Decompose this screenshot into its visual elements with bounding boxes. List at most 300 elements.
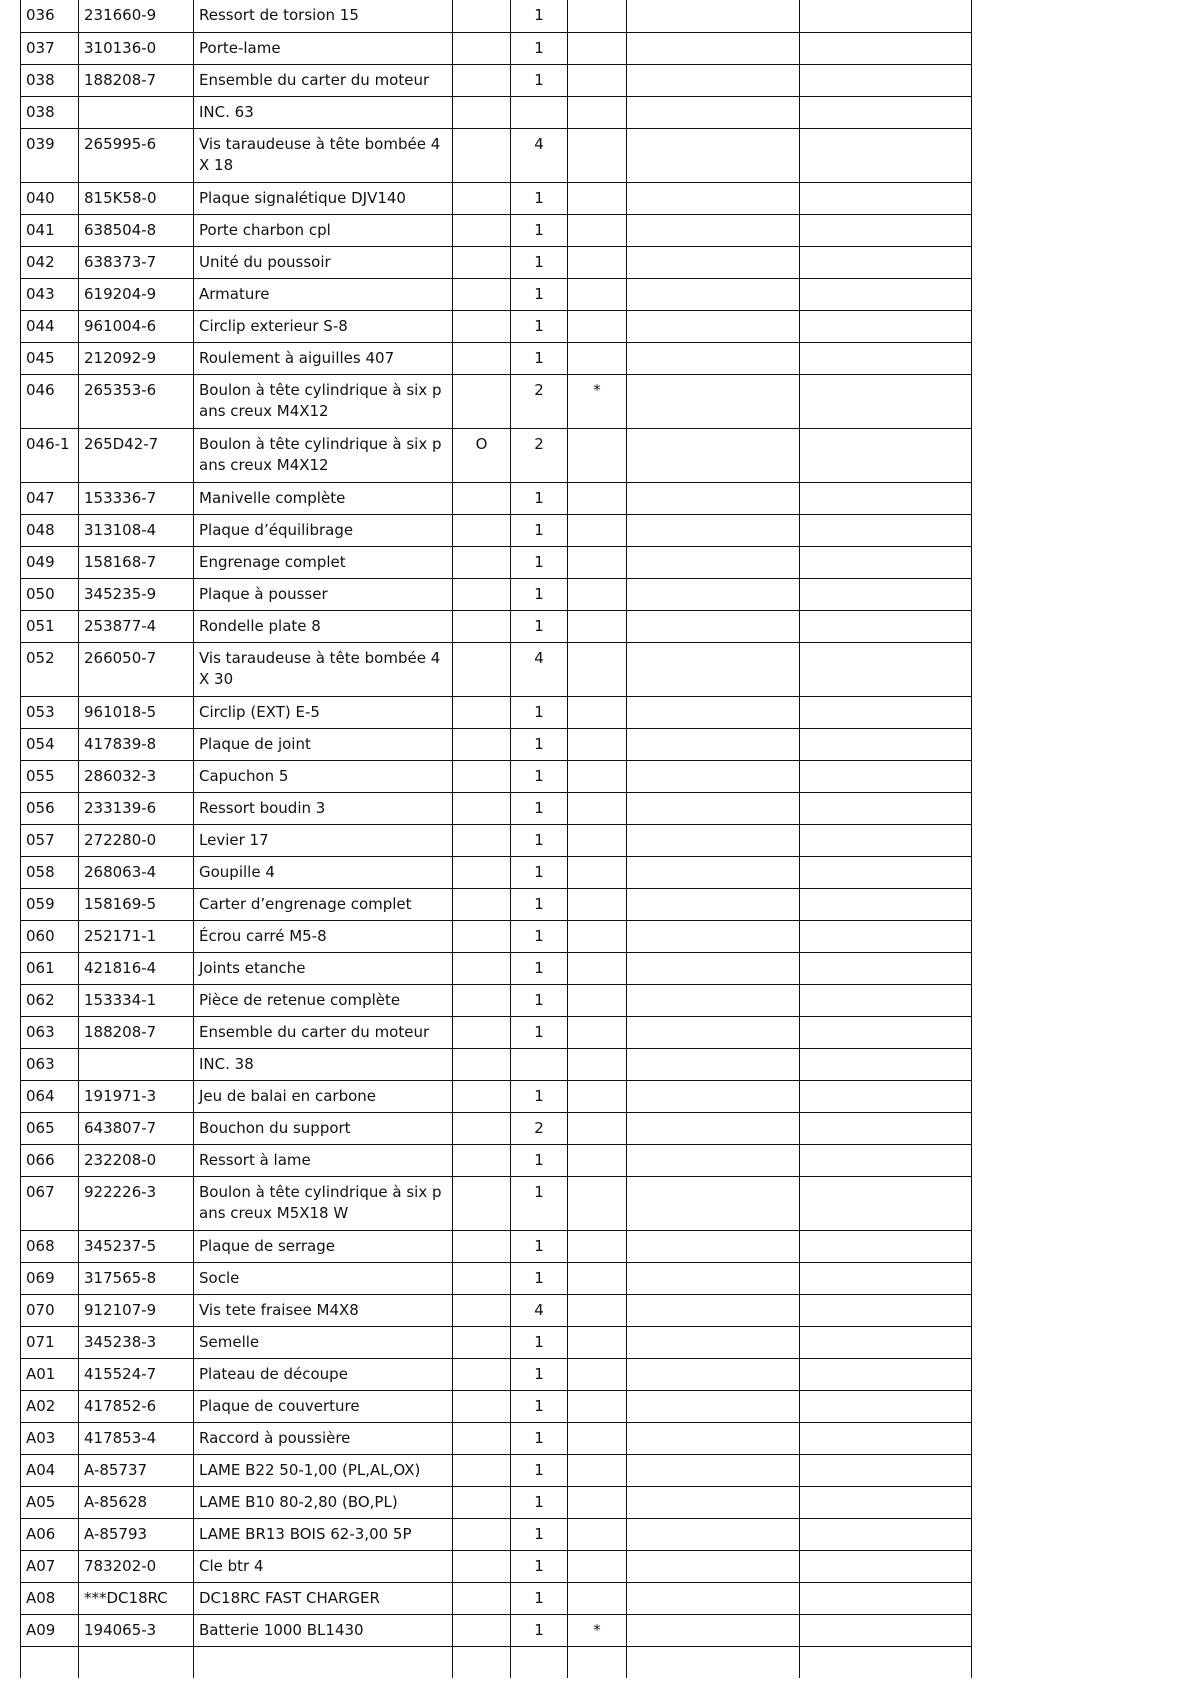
note-cell — [568, 428, 627, 482]
table-row — [21, 888, 972, 920]
empty-cell — [800, 760, 972, 792]
table-row — [21, 824, 972, 856]
note-cell — [568, 1582, 627, 1614]
description-cell: Plaque de serrage — [194, 1230, 453, 1262]
part-number-cell: 912107-9 — [79, 1294, 194, 1326]
note-cell — [568, 1294, 627, 1326]
table-row — [21, 1016, 972, 1048]
quantity-cell: 1 — [511, 514, 568, 546]
flag-cell — [453, 1326, 511, 1358]
empty-cell — [800, 1614, 972, 1646]
ref-cell: 042 — [21, 246, 79, 278]
empty-cell — [627, 1486, 800, 1518]
flag-cell — [453, 546, 511, 578]
empty-cell — [800, 952, 972, 984]
empty-cell — [627, 1294, 800, 1326]
description-cell: Boulon à tête cylindrique à six pans creux M5X18 W — [194, 1176, 453, 1230]
empty-cell — [627, 342, 800, 374]
ref-cell: A03 — [21, 1422, 79, 1454]
table-row — [21, 546, 972, 578]
table-row — [21, 182, 972, 214]
part-number-cell: 415524-7 — [79, 1358, 194, 1390]
flag-cell — [453, 1080, 511, 1112]
part-number-cell: 252171-1 — [79, 920, 194, 952]
empty-cell — [800, 1262, 972, 1294]
description-cell: Ressort à lame — [194, 1144, 453, 1176]
note-cell — [568, 1112, 627, 1144]
flag-cell — [453, 1390, 511, 1422]
empty-cell — [800, 342, 972, 374]
note-cell — [568, 984, 627, 1016]
part-number-cell: 231660-9 — [79, 0, 194, 32]
empty-cell — [800, 1080, 972, 1112]
description-cell: Ressort boudin 3 — [194, 792, 453, 824]
empty-cell — [800, 310, 972, 342]
empty-cell — [800, 610, 972, 642]
description-cell: Plateau de découpe — [194, 1358, 453, 1390]
table-row — [21, 1614, 972, 1646]
table-row — [21, 1454, 972, 1486]
empty-cell — [627, 0, 800, 32]
description-cell: Capuchon 5 — [194, 760, 453, 792]
description-cell: Pièce de retenue complète — [194, 984, 453, 1016]
flag-cell — [453, 214, 511, 246]
ref-cell: 068 — [21, 1230, 79, 1262]
description-cell: Circlip exterieur S-8 — [194, 310, 453, 342]
table-row — [21, 64, 972, 96]
flag-cell — [453, 514, 511, 546]
part-number-cell: 233139-6 — [79, 792, 194, 824]
part-number-cell: 310136-0 — [79, 32, 194, 64]
part-number-cell: 345238-3 — [79, 1326, 194, 1358]
quantity-cell: 1 — [511, 0, 568, 32]
part-number-cell: 188208-7 — [79, 64, 194, 96]
note-cell — [568, 342, 627, 374]
empty-cell — [79, 1646, 194, 1678]
part-number-cell: 153336-7 — [79, 482, 194, 514]
note-cell — [568, 32, 627, 64]
ref-cell: 056 — [21, 792, 79, 824]
quantity-cell: 1 — [511, 696, 568, 728]
empty-cell — [800, 1230, 972, 1262]
ref-cell: 050 — [21, 578, 79, 610]
empty-cell — [800, 1016, 972, 1048]
description-cell: INC. 63 — [194, 96, 453, 128]
ref-cell: A07 — [21, 1550, 79, 1582]
ref-cell: 043 — [21, 278, 79, 310]
note-cell — [568, 64, 627, 96]
quantity-cell: 1 — [511, 792, 568, 824]
part-number-cell: 232208-0 — [79, 1144, 194, 1176]
description-cell: Écrou carré M5-8 — [194, 920, 453, 952]
note-cell — [568, 1080, 627, 1112]
ref-cell: 038 — [21, 96, 79, 128]
table-row — [21, 482, 972, 514]
empty-cell — [627, 1326, 800, 1358]
empty-cell — [627, 984, 800, 1016]
table-row — [21, 514, 972, 546]
part-number-cell: 272280-0 — [79, 824, 194, 856]
quantity-cell: 1 — [511, 1390, 568, 1422]
flag-cell — [453, 0, 511, 32]
flag-cell — [453, 1614, 511, 1646]
table-row-continuation — [21, 1646, 972, 1678]
quantity-cell: 1 — [511, 1016, 568, 1048]
quantity-cell: 1 — [511, 1550, 568, 1582]
quantity-cell: 1 — [511, 610, 568, 642]
note-cell: * — [568, 374, 627, 428]
note-cell — [568, 1262, 627, 1294]
part-number-cell — [79, 1048, 194, 1080]
empty-cell — [627, 1048, 800, 1080]
ref-cell: 055 — [21, 760, 79, 792]
table-row — [21, 374, 972, 428]
flag-cell — [453, 1486, 511, 1518]
note-cell — [568, 952, 627, 984]
flag-cell — [453, 32, 511, 64]
empty-cell — [627, 1016, 800, 1048]
ref-cell: A06 — [21, 1518, 79, 1550]
quantity-cell: 1 — [511, 984, 568, 1016]
empty-cell — [800, 1112, 972, 1144]
table-row — [21, 246, 972, 278]
description-cell: INC. 38 — [194, 1048, 453, 1080]
quantity-cell: 1 — [511, 1326, 568, 1358]
note-cell — [568, 1326, 627, 1358]
table-row — [21, 1048, 972, 1080]
quantity-cell: 1 — [511, 578, 568, 610]
note-cell — [568, 278, 627, 310]
table-row — [21, 1518, 972, 1550]
part-number-cell: 619204-9 — [79, 278, 194, 310]
empty-cell — [627, 278, 800, 310]
empty-cell — [511, 1646, 568, 1678]
description-cell: Plaque signalétique DJV140 — [194, 182, 453, 214]
part-number-cell: A-85793 — [79, 1518, 194, 1550]
note-cell — [568, 482, 627, 514]
description-cell: Bouchon du support — [194, 1112, 453, 1144]
part-number-cell: 643807-7 — [79, 1112, 194, 1144]
part-number-cell: 268063-4 — [79, 856, 194, 888]
empty-cell — [800, 246, 972, 278]
empty-cell — [627, 1144, 800, 1176]
flag-cell — [453, 1294, 511, 1326]
description-cell: Ensemble du carter du moteur — [194, 1016, 453, 1048]
empty-cell — [800, 578, 972, 610]
description-cell: Boulon à tête cylindrique à six pans creux M4X12 — [194, 428, 453, 482]
ref-cell: 066 — [21, 1144, 79, 1176]
flag-cell — [453, 984, 511, 1016]
empty-cell — [800, 1144, 972, 1176]
empty-cell — [627, 310, 800, 342]
note-cell — [568, 578, 627, 610]
quantity-cell: 1 — [511, 856, 568, 888]
flag-cell — [453, 888, 511, 920]
ref-cell: 061 — [21, 952, 79, 984]
part-number-cell: 286032-3 — [79, 760, 194, 792]
note-cell — [568, 246, 627, 278]
empty-cell — [453, 1646, 511, 1678]
empty-cell — [627, 1080, 800, 1112]
description-cell: Plaque de joint — [194, 728, 453, 760]
ref-cell: 063 — [21, 1048, 79, 1080]
empty-cell — [800, 182, 972, 214]
quantity-cell: 2 — [511, 374, 568, 428]
empty-cell — [800, 96, 972, 128]
note-cell — [568, 1176, 627, 1230]
part-number-cell: 961004-6 — [79, 310, 194, 342]
empty-cell — [800, 0, 972, 32]
flag-cell — [453, 920, 511, 952]
quantity-cell: 1 — [511, 342, 568, 374]
quantity-cell: 2 — [511, 1112, 568, 1144]
quantity-cell: 1 — [511, 214, 568, 246]
part-number-cell: 638504-8 — [79, 214, 194, 246]
flag-cell — [453, 1518, 511, 1550]
note-cell — [568, 696, 627, 728]
part-number-cell: 313108-4 — [79, 514, 194, 546]
empty-cell — [627, 1518, 800, 1550]
empty-cell — [800, 792, 972, 824]
quantity-cell: 2 — [511, 428, 568, 482]
empty-cell — [800, 1486, 972, 1518]
flag-cell — [453, 374, 511, 428]
part-number-cell: 345237-5 — [79, 1230, 194, 1262]
quantity-cell: 1 — [511, 1614, 568, 1646]
ref-cell: 036 — [21, 0, 79, 32]
empty-cell — [627, 888, 800, 920]
flag-cell: O — [453, 428, 511, 482]
empty-cell — [800, 1358, 972, 1390]
note-cell — [568, 310, 627, 342]
flag-cell — [453, 760, 511, 792]
part-number-cell: 345235-9 — [79, 578, 194, 610]
empty-cell — [627, 696, 800, 728]
part-number-cell: 253877-4 — [79, 610, 194, 642]
ref-cell: 070 — [21, 1294, 79, 1326]
table-row — [21, 1112, 972, 1144]
ref-cell: 057 — [21, 824, 79, 856]
flag-cell — [453, 792, 511, 824]
note-cell — [568, 1390, 627, 1422]
ref-cell: A01 — [21, 1358, 79, 1390]
ref-cell: 038 — [21, 64, 79, 96]
table-row — [21, 96, 972, 128]
description-cell: Roulement à aiguilles 407 — [194, 342, 453, 374]
part-number-cell: 158169-5 — [79, 888, 194, 920]
ref-cell: 059 — [21, 888, 79, 920]
table-row — [21, 1262, 972, 1294]
empty-cell — [800, 514, 972, 546]
empty-cell — [627, 1550, 800, 1582]
note-cell: * — [568, 1614, 627, 1646]
description-cell: Socle — [194, 1262, 453, 1294]
table-row — [21, 1390, 972, 1422]
note-cell — [568, 856, 627, 888]
description-cell: Rondelle plate 8 — [194, 610, 453, 642]
flag-cell — [453, 482, 511, 514]
note-cell — [568, 514, 627, 546]
description-cell: DC18RC FAST CHARGER — [194, 1582, 453, 1614]
note-cell — [568, 792, 627, 824]
flag-cell — [453, 696, 511, 728]
empty-cell — [627, 1582, 800, 1614]
flag-cell — [453, 246, 511, 278]
flag-cell — [453, 856, 511, 888]
empty-cell — [800, 696, 972, 728]
table-row — [21, 792, 972, 824]
quantity-cell: 1 — [511, 1422, 568, 1454]
part-number-cell — [79, 96, 194, 128]
part-number-cell: 961018-5 — [79, 696, 194, 728]
empty-cell — [627, 546, 800, 578]
flag-cell — [453, 278, 511, 310]
empty-cell — [627, 246, 800, 278]
empty-cell — [800, 1294, 972, 1326]
description-cell: LAME BR13 BOIS 62-3,00 5P — [194, 1518, 453, 1550]
empty-cell — [627, 374, 800, 428]
ref-cell: 048 — [21, 514, 79, 546]
note-cell — [568, 1454, 627, 1486]
table-row — [21, 1422, 972, 1454]
table-row — [21, 1176, 972, 1230]
empty-cell — [627, 32, 800, 64]
empty-cell — [800, 856, 972, 888]
table-row — [21, 1582, 972, 1614]
ref-cell: 049 — [21, 546, 79, 578]
quantity-cell — [511, 96, 568, 128]
quantity-cell: 1 — [511, 760, 568, 792]
empty-cell — [800, 374, 972, 428]
flag-cell — [453, 64, 511, 96]
note-cell — [568, 546, 627, 578]
quantity-cell: 1 — [511, 1454, 568, 1486]
table-row — [21, 1486, 972, 1518]
ref-cell: 041 — [21, 214, 79, 246]
flag-cell — [453, 952, 511, 984]
table-row — [21, 1294, 972, 1326]
table-row — [21, 32, 972, 64]
ref-cell: 052 — [21, 642, 79, 696]
part-number-cell: ***DC18RC — [79, 1582, 194, 1614]
empty-cell — [627, 1614, 800, 1646]
flag-cell — [453, 578, 511, 610]
note-cell — [568, 1518, 627, 1550]
description-cell: Plaque d’équilibrage — [194, 514, 453, 546]
quantity-cell: 4 — [511, 1294, 568, 1326]
empty-cell — [627, 642, 800, 696]
table-row — [21, 342, 972, 374]
note-cell — [568, 760, 627, 792]
part-number-cell: 191971-3 — [79, 1080, 194, 1112]
note-cell — [568, 728, 627, 760]
part-number-cell: 158168-7 — [79, 546, 194, 578]
ref-cell: A08 — [21, 1582, 79, 1614]
flag-cell — [453, 1144, 511, 1176]
flag-cell — [453, 1048, 511, 1080]
flag-cell — [453, 342, 511, 374]
note-cell — [568, 1144, 627, 1176]
ref-cell: 071 — [21, 1326, 79, 1358]
empty-cell — [627, 1646, 800, 1678]
table-row — [21, 428, 972, 482]
table-row — [21, 1358, 972, 1390]
empty-cell — [627, 610, 800, 642]
quantity-cell: 1 — [511, 482, 568, 514]
part-number-cell: 212092-9 — [79, 342, 194, 374]
note-cell — [568, 1016, 627, 1048]
empty-cell — [800, 128, 972, 182]
table-row — [21, 610, 972, 642]
empty-cell — [627, 1390, 800, 1422]
table-row — [21, 0, 972, 32]
empty-cell — [800, 32, 972, 64]
empty-cell — [800, 1454, 972, 1486]
part-number-cell: 417839-8 — [79, 728, 194, 760]
part-number-cell: 417852-6 — [79, 1390, 194, 1422]
ref-cell: A09 — [21, 1614, 79, 1646]
description-cell: Cle btr 4 — [194, 1550, 453, 1582]
part-number-cell: 783202-0 — [79, 1550, 194, 1582]
quantity-cell: 1 — [511, 1486, 568, 1518]
description-cell: Porte-lame — [194, 32, 453, 64]
quantity-cell: 1 — [511, 310, 568, 342]
description-cell: Raccord à poussière — [194, 1422, 453, 1454]
description-cell: Vis taraudeuse à tête bombée 4X 30 — [194, 642, 453, 696]
table-row — [21, 920, 972, 952]
empty-cell — [800, 1390, 972, 1422]
flag-cell — [453, 1454, 511, 1486]
empty-cell — [800, 64, 972, 96]
table-row — [21, 1550, 972, 1582]
ref-cell: 069 — [21, 1262, 79, 1294]
flag-cell — [453, 1582, 511, 1614]
note-cell — [568, 1230, 627, 1262]
quantity-cell: 4 — [511, 128, 568, 182]
note-cell — [568, 824, 627, 856]
quantity-cell: 1 — [511, 246, 568, 278]
flag-cell — [453, 1262, 511, 1294]
empty-cell — [627, 824, 800, 856]
empty-cell — [627, 1454, 800, 1486]
ref-cell: 051 — [21, 610, 79, 642]
empty-cell — [800, 920, 972, 952]
empty-cell — [627, 182, 800, 214]
empty-cell — [800, 824, 972, 856]
description-cell: Semelle — [194, 1326, 453, 1358]
empty-cell — [800, 888, 972, 920]
ref-cell: 045 — [21, 342, 79, 374]
ref-cell: A05 — [21, 1486, 79, 1518]
ref-cell: 039 — [21, 128, 79, 182]
empty-cell — [627, 1176, 800, 1230]
empty-cell — [800, 642, 972, 696]
flag-cell — [453, 310, 511, 342]
table-row — [21, 128, 972, 182]
note-cell — [568, 1358, 627, 1390]
quantity-cell: 1 — [511, 888, 568, 920]
description-cell: Joints etanche — [194, 952, 453, 984]
empty-cell — [627, 952, 800, 984]
quantity-cell — [511, 1048, 568, 1080]
part-number-cell: 265D42-7 — [79, 428, 194, 482]
empty-cell — [800, 1326, 972, 1358]
flag-cell — [453, 1358, 511, 1390]
part-number-cell: A-85737 — [79, 1454, 194, 1486]
empty-cell — [800, 1550, 972, 1582]
ref-cell: 064 — [21, 1080, 79, 1112]
part-number-cell: A-85628 — [79, 1486, 194, 1518]
